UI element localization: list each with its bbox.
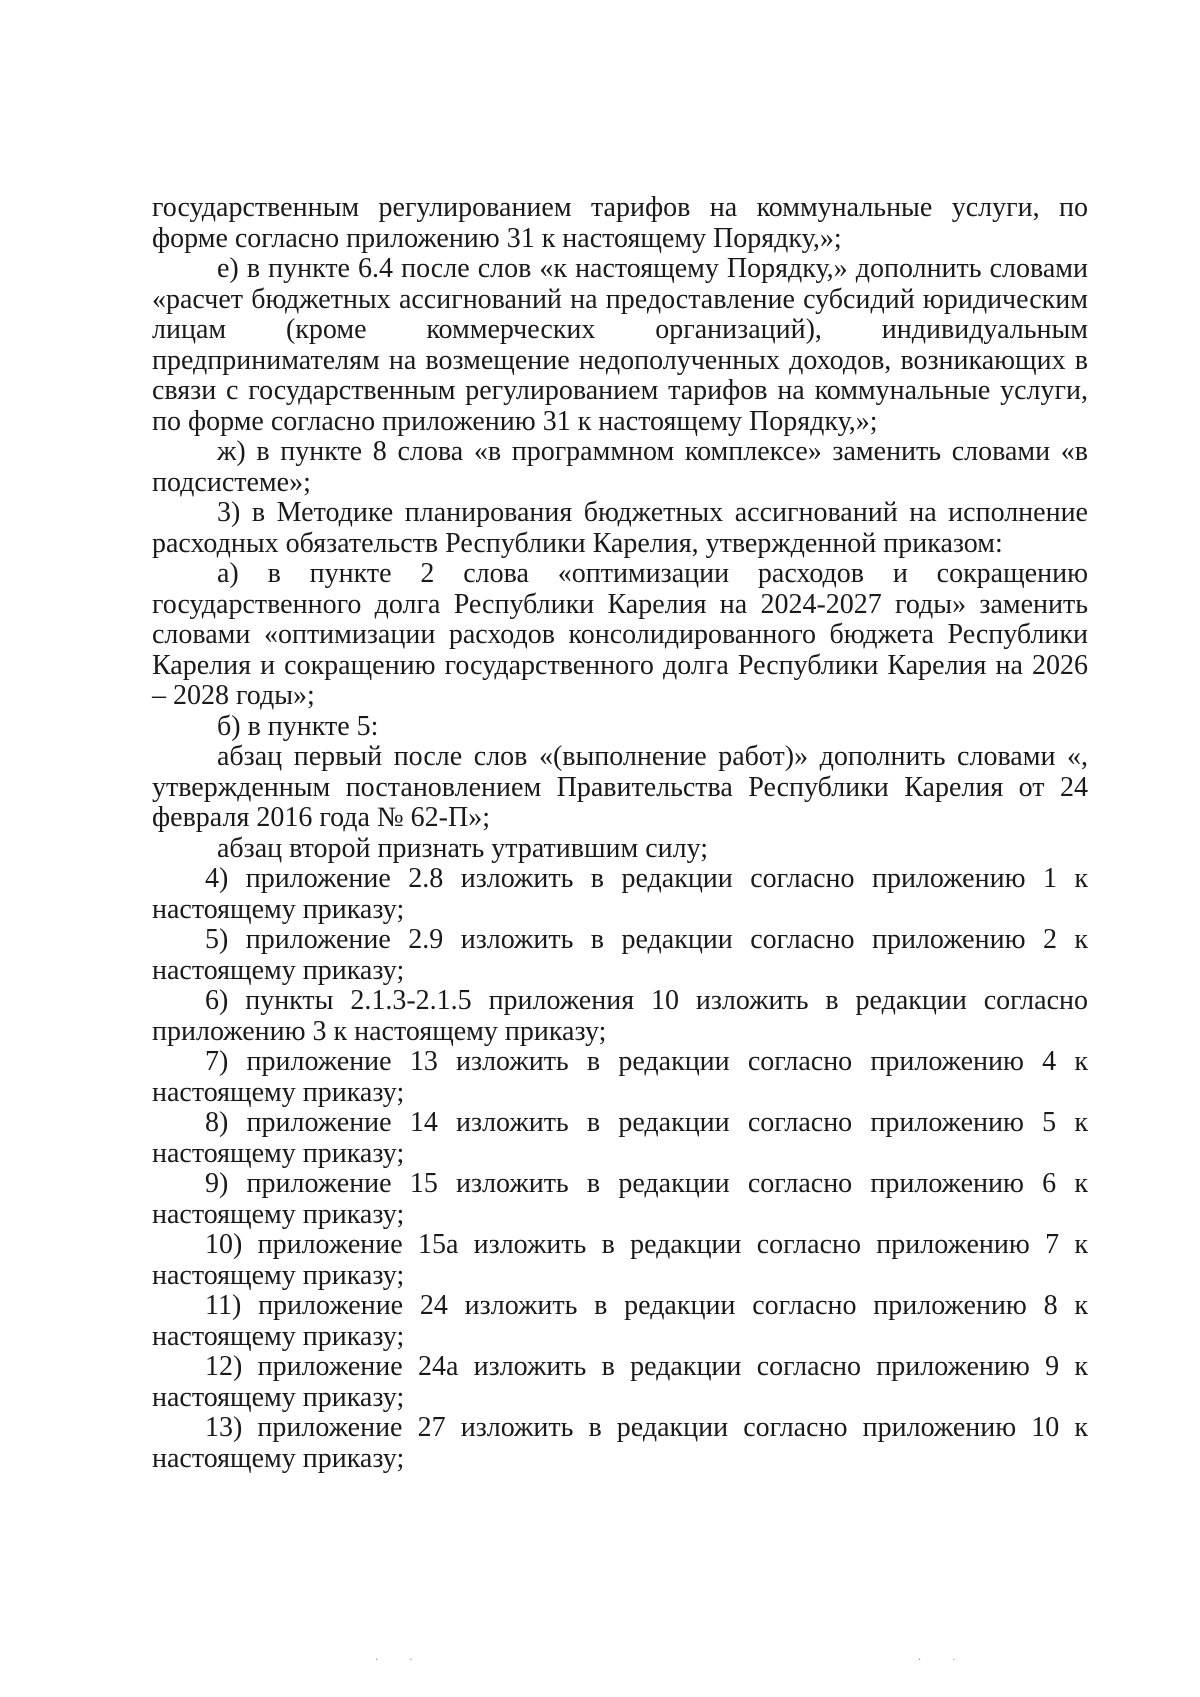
paragraph-item-7: 7) приложение 13 изложить в редакции согласно приложению 4 к настоящему приказу; <box>152 1046 1088 1108</box>
scan-noise-left: · · <box>375 1655 427 1666</box>
paragraph-item-12: 12) приложение 24а изложить в редакции согласно приложению 9 к настоящему приказу; <box>152 1351 1088 1413</box>
paragraph-item-a: а) в пункте 2 слова «оптимизации расходов и сокращению государственного долга Республики Карелия на 2024-2027 годы» заменить словами «оптимизации расходов консолидированного бюджета Республики Карелия и сокращению государственного долга Республики Карелия на 2026 – 2028 годы»; <box>152 558 1088 711</box>
paragraph-item-13: 13) приложение 27 изложить в редакции согласно приложению 10 к настоящему приказу; <box>152 1412 1088 1474</box>
paragraph-item-11: 11) приложение 24 изложить в редакции согласно приложению 8 к настоящему приказу; <box>152 1290 1088 1352</box>
paragraph-item-9: 9) приложение 15 изложить в редакции согласно приложению 6 к настоящему приказу; <box>152 1168 1088 1230</box>
paragraph-item-5: 5) приложение 2.9 изложить в редакции согласно приложению 2 к настоящему приказу; <box>152 924 1088 986</box>
document-page <box>152 193 1088 1474</box>
scan-noise-right: · · <box>918 1655 970 1666</box>
paragraph-item-8: 8) приложение 14 изложить в редакции согласно приложению 5 к настоящему приказу; <box>152 1107 1088 1169</box>
paragraph-item-e: е) в пункте 6.4 после слов «к настоящему Порядку,» дополнить словами «расчет бюджетных ассигнований на предоставление субсидий юридическим лицам (кроме коммерческих организаций), индивидуальным предпринимателям на возмещение недополученных доходов, возникающих в связи с государственным регулированием тарифов на коммунальные услуги, по форме согласно приложению 31 к настоящему Порядку,»; <box>152 253 1088 437</box>
paragraph-item-3: 3) в Методике планирования бюджетных ассигнований на исполнение расходных обязательств Республики Карелия, утвержденной приказом: <box>152 497 1088 559</box>
paragraph-item-b: б) в пункте 5: <box>217 710 379 742</box>
paragraph-item-4: 4) приложение 2.8 изложить в редакции согласно приложению 1 к настоящему приказу; <box>152 863 1088 925</box>
paragraph-item-6: 6) пункты 2.1.3-2.1.5 приложения 10 изложить в редакции согласно приложению 3 к настоящему приказу; <box>152 985 1088 1047</box>
paragraph-item-zh: ж) в пункте 8 слова «в программном комплексе» заменить словами «в подсистеме»; <box>152 436 1088 498</box>
paragraph-abzac-first: абзац первый после слов «(выполнение работ)» дополнить словами «, утвержденным постановлением Правительства Республики Карелия от 24 февраля 2016 года № 62-П»; <box>152 741 1088 833</box>
paragraph-abzac-second: абзац второй признать утратившим силу; <box>217 832 709 864</box>
paragraph-continuation: государственным регулированием тарифов на коммунальные услуги, по форме согласно приложению 31 к настоящему Порядку,»; <box>152 192 1088 254</box>
paragraph-item-10: 10) приложение 15а изложить в редакции согласно приложению 7 к настоящему приказу; <box>152 1229 1088 1291</box>
